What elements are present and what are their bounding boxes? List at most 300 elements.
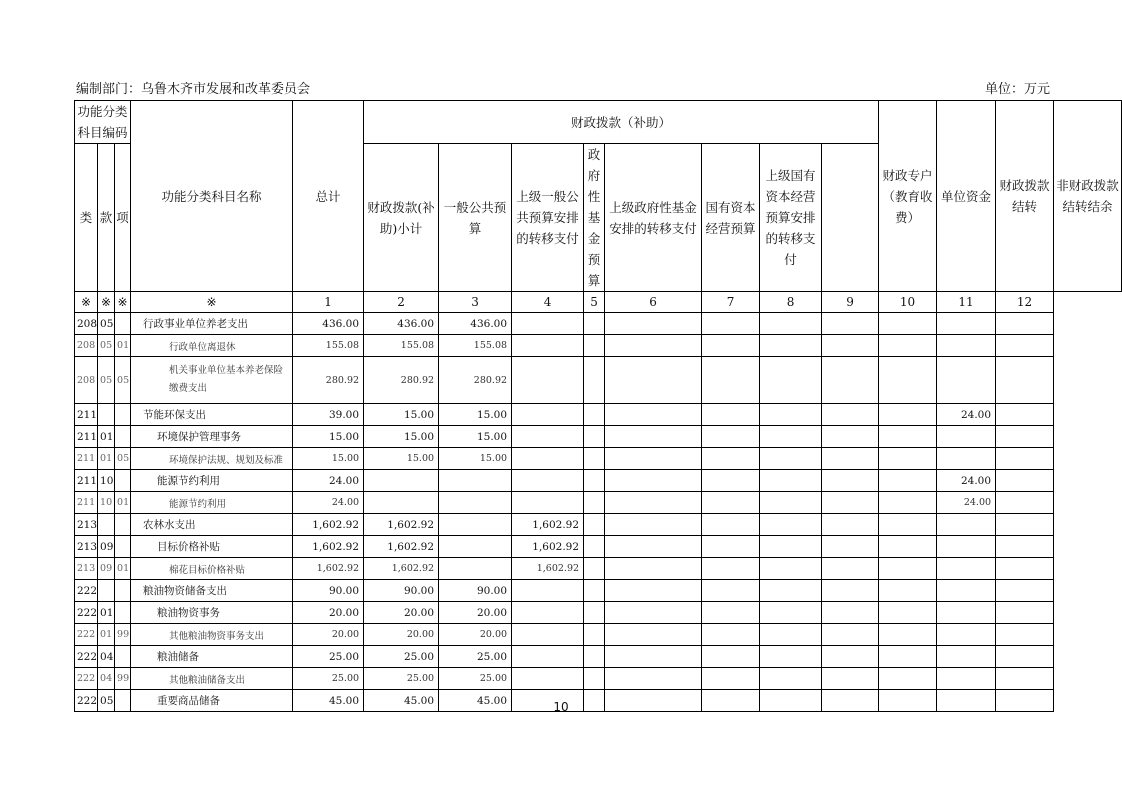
amount-c3-cell: 15.00 <box>439 426 512 448</box>
amount-c8-cell <box>760 514 822 536</box>
code-xiang-cell: 01 <box>115 335 131 357</box>
amount-c3-cell <box>439 536 512 558</box>
code-kuan-cell: 05 <box>98 335 115 357</box>
amount-c3-cell: 155.08 <box>439 335 512 357</box>
unit-label: 单位：万元 <box>984 82 1050 97</box>
amount-c10-cell <box>879 558 937 580</box>
amount-c7-cell <box>702 426 760 448</box>
amount-c5-cell <box>584 558 605 580</box>
code-kuan-cell: 05 <box>98 313 115 335</box>
budget-table <box>74 100 1122 712</box>
table-row <box>75 514 1122 536</box>
subject-name-cell: 重要商品储备 <box>131 690 293 712</box>
table-row <box>75 426 1122 448</box>
code-kuan-cell: 09 <box>98 536 115 558</box>
amount-c1-cell: 25.00 <box>293 668 364 690</box>
amount-c1-cell: 25.00 <box>293 646 364 668</box>
amount-c11-cell: 24.00 <box>937 470 996 492</box>
header-fiscal-group: 财政拨款（补助） <box>364 101 879 144</box>
header-fiscal-carryover: 财政拨款结转 <box>996 101 1054 292</box>
amount-c3-cell: 90.00 <box>439 580 512 602</box>
amount-c3-cell: 15.00 <box>439 448 512 470</box>
code-xiang-cell <box>115 580 131 602</box>
header-upper-state-capital-transfer: 上级国有资本经营预算安排的转移支付 <box>760 144 822 292</box>
amount-c10-cell <box>879 357 937 404</box>
amount-c10-cell <box>879 470 937 492</box>
code-kuan-cell: 01 <box>98 448 115 470</box>
amount-c5-cell <box>584 646 605 668</box>
subject-name-cell: 农林水支出 <box>131 514 293 536</box>
amount-c2-cell: 20.00 <box>364 624 439 646</box>
amount-c4-cell: 1,602.92 <box>512 514 584 536</box>
subject-name-cell: 行政单位离退休 <box>131 335 293 357</box>
amount-c4-cell <box>512 313 584 335</box>
amount-c1-cell: 1,602.92 <box>293 514 364 536</box>
amount-c2-cell: 1,602.92 <box>364 536 439 558</box>
amount-c5-cell <box>584 536 605 558</box>
code-xiang-cell: 05 <box>115 448 131 470</box>
code-xiang-cell <box>115 514 131 536</box>
code-lei-cell: 208 <box>75 335 98 357</box>
amount-c3-cell <box>439 514 512 536</box>
amount-c4-cell <box>512 448 584 470</box>
table-row <box>75 470 1122 492</box>
amount-c12-cell <box>996 514 1054 536</box>
column-number: 8 <box>760 292 822 313</box>
header-xiang: 项 <box>115 144 131 292</box>
amount-c9-cell <box>822 313 879 335</box>
amount-c12-cell <box>996 536 1054 558</box>
amount-c4-cell <box>512 404 584 426</box>
code-kuan-cell: 05 <box>98 357 115 404</box>
amount-c11-cell <box>937 448 996 470</box>
amount-c9-cell <box>822 536 879 558</box>
amount-c11-cell <box>937 646 996 668</box>
amount-c1-cell: 24.00 <box>293 470 364 492</box>
amount-c5-cell <box>584 426 605 448</box>
amount-c11-cell <box>937 668 996 690</box>
code-kuan-cell: 10 <box>98 470 115 492</box>
code-kuan-cell <box>98 514 115 536</box>
amount-c2-cell: 90.00 <box>364 580 439 602</box>
subject-name-cell: 粮油储备 <box>131 646 293 668</box>
amount-c7-cell <box>702 668 760 690</box>
amount-c10-cell <box>879 426 937 448</box>
subject-name-cell: 目标价格补贴 <box>131 536 293 558</box>
code-lei-cell: 211 <box>75 470 98 492</box>
amount-c8-cell <box>760 602 822 624</box>
code-lei-cell: 211 <box>75 404 98 426</box>
amount-c1-cell: 90.00 <box>293 580 364 602</box>
amount-c7-cell <box>702 492 760 514</box>
amount-c11-cell <box>937 357 996 404</box>
code-xiang-cell <box>115 404 131 426</box>
amount-c3-cell: 436.00 <box>439 313 512 335</box>
amount-c11-cell <box>937 335 996 357</box>
subject-name-cell: 节能环保支出 <box>131 404 293 426</box>
code-kuan-cell: 09 <box>98 558 115 580</box>
code-lei-cell: 211 <box>75 492 98 514</box>
amount-c3-cell: 25.00 <box>439 668 512 690</box>
amount-c5-cell <box>584 448 605 470</box>
page-number: 10 <box>553 700 569 714</box>
amount-c9-cell <box>822 668 879 690</box>
code-xiang-cell <box>115 536 131 558</box>
amount-c6-cell <box>605 426 702 448</box>
code-lei-cell: 208 <box>75 357 98 404</box>
code-lei-cell: 222 <box>75 646 98 668</box>
code-xiang-cell: 99 <box>115 624 131 646</box>
amount-c9-cell <box>822 646 879 668</box>
column-number: 6 <box>605 292 702 313</box>
amount-c8-cell <box>760 313 822 335</box>
table-row <box>75 580 1122 602</box>
amount-c1-cell: 1,602.92 <box>293 536 364 558</box>
amount-c4-cell: 1,602.92 <box>512 558 584 580</box>
amount-c6-cell <box>605 536 702 558</box>
column-number-row <box>75 292 1122 313</box>
table-row <box>75 404 1122 426</box>
amount-c8-cell <box>760 335 822 357</box>
amount-c2-cell: 15.00 <box>364 448 439 470</box>
table-row <box>75 335 1122 357</box>
amount-c8-cell <box>760 536 822 558</box>
code-xiang-cell: 01 <box>115 558 131 580</box>
code-kuan-cell: 04 <box>98 668 115 690</box>
column-number: ※ <box>115 292 131 313</box>
amount-c7-cell <box>702 357 760 404</box>
code-lei-cell: 222 <box>75 580 98 602</box>
amount-c6-cell <box>605 580 702 602</box>
amount-c12-cell <box>996 313 1054 335</box>
code-xiang-cell: 05 <box>115 357 131 404</box>
header-fiscal-special: 财政专户（教育收费） <box>879 101 937 292</box>
amount-c6-cell <box>605 558 702 580</box>
amount-c3-cell <box>439 470 512 492</box>
column-number: 7 <box>702 292 760 313</box>
amount-c8-cell <box>760 668 822 690</box>
amount-c4-cell <box>512 624 584 646</box>
amount-c5-cell <box>584 668 605 690</box>
subject-name-cell: 棉花目标价格补贴 <box>131 558 293 580</box>
amount-c1-cell: 280.92 <box>293 357 364 404</box>
amount-c4-cell <box>512 335 584 357</box>
code-lei-cell: 213 <box>75 536 98 558</box>
amount-c11-cell <box>937 624 996 646</box>
amount-c8-cell <box>760 558 822 580</box>
amount-c3-cell <box>439 558 512 580</box>
amount-c2-cell: 280.92 <box>364 357 439 404</box>
amount-c6-cell <box>605 514 702 536</box>
amount-c4-cell <box>512 426 584 448</box>
amount-c6-cell <box>605 448 702 470</box>
header-state-capital: 国有资本经营预算 <box>702 144 760 292</box>
amount-c11-cell <box>937 536 996 558</box>
amount-c10-cell <box>879 313 937 335</box>
column-number: 1 <box>293 292 364 313</box>
amount-c1-cell: 39.00 <box>293 404 364 426</box>
subject-name-cell: 机关事业单位基本养老保险缴费支出 <box>131 357 293 404</box>
table-row <box>75 492 1122 514</box>
header-general-budget: 一般公共预算 <box>439 144 512 292</box>
amount-c2-cell: 1,602.92 <box>364 514 439 536</box>
amount-c7-cell <box>702 646 760 668</box>
amount-c12-cell <box>996 558 1054 580</box>
amount-c2-cell: 15.00 <box>364 426 439 448</box>
amount-c8-cell <box>760 448 822 470</box>
amount-c11-cell <box>937 514 996 536</box>
amount-c6-cell <box>605 624 702 646</box>
amount-c1-cell: 20.00 <box>293 624 364 646</box>
amount-c1-cell: 1,602.92 <box>293 558 364 580</box>
amount-c1-cell: 45.00 <box>293 690 364 712</box>
code-lei-cell: 222 <box>75 602 98 624</box>
column-number: ※ <box>98 292 115 313</box>
amount-c10-cell <box>879 536 937 558</box>
code-kuan-cell: 01 <box>98 426 115 448</box>
amount-c12-cell <box>996 602 1054 624</box>
subject-name-cell: 其他粮油物资事务支出 <box>131 624 293 646</box>
amount-c4-cell <box>512 357 584 404</box>
code-lei-cell: 213 <box>75 558 98 580</box>
amount-c12-cell <box>996 448 1054 470</box>
amount-c9-cell <box>822 448 879 470</box>
amount-c2-cell: 436.00 <box>364 313 439 335</box>
amount-c5-cell <box>584 624 605 646</box>
amount-c4-cell: 1,602.92 <box>512 536 584 558</box>
subject-name-cell: 能源节约利用 <box>131 492 293 514</box>
amount-c12-cell <box>996 357 1054 404</box>
amount-c7-cell <box>702 514 760 536</box>
amount-c11-cell <box>937 558 996 580</box>
header-kuan: 款 <box>98 144 115 292</box>
amount-c8-cell <box>760 426 822 448</box>
amount-c6-cell <box>605 313 702 335</box>
header-upper-gov-fund-transfer: 上级政府性基金安排的转移支付 <box>605 144 702 292</box>
amount-c4-cell <box>512 602 584 624</box>
code-xiang-cell <box>115 646 131 668</box>
table-row <box>75 558 1122 580</box>
amount-c11-cell: 24.00 <box>937 492 996 514</box>
amount-c6-cell <box>605 602 702 624</box>
code-lei-cell: 213 <box>75 514 98 536</box>
amount-c11-cell <box>937 602 996 624</box>
amount-c1-cell: 24.00 <box>293 492 364 514</box>
subject-name-cell: 能源节约利用 <box>131 470 293 492</box>
amount-c8-cell <box>760 492 822 514</box>
amount-c10-cell <box>879 580 937 602</box>
subject-name-cell: 粮油物资事务 <box>131 602 293 624</box>
amount-c9-cell <box>822 602 879 624</box>
header-code-group: 功能分类科目编码 <box>75 101 131 144</box>
amount-c9-cell <box>822 404 879 426</box>
amount-c5-cell <box>584 514 605 536</box>
code-xiang-cell <box>115 470 131 492</box>
code-kuan-cell <box>98 404 115 426</box>
code-xiang-cell: 01 <box>115 492 131 514</box>
amount-c9-cell <box>822 580 879 602</box>
table-row <box>75 448 1122 470</box>
amount-c4-cell <box>512 492 584 514</box>
amount-c1-cell: 436.00 <box>293 313 364 335</box>
amount-c6-cell <box>605 404 702 426</box>
header-class: 类 <box>75 144 98 292</box>
amount-c10-cell <box>879 624 937 646</box>
amount-c9-cell <box>822 426 879 448</box>
table-row <box>75 668 1122 690</box>
header-non-fiscal-carryover: 非财政拨款结转结余 <box>1054 101 1122 292</box>
amount-c8-cell <box>760 404 822 426</box>
amount-c7-cell <box>702 313 760 335</box>
amount-c12-cell <box>996 580 1054 602</box>
amount-c3-cell: 280.92 <box>439 357 512 404</box>
table-row <box>75 313 1122 335</box>
code-xiang-cell <box>115 313 131 335</box>
amount-c2-cell: 20.00 <box>364 602 439 624</box>
amount-c2-cell: 25.00 <box>364 646 439 668</box>
amount-c7-cell <box>702 602 760 624</box>
column-number: ※ <box>75 292 98 313</box>
amount-c8-cell <box>760 646 822 668</box>
code-lei-cell: 222 <box>75 690 98 712</box>
amount-c10-cell <box>879 602 937 624</box>
table-row <box>75 646 1122 668</box>
code-lei-cell: 208 <box>75 313 98 335</box>
table-row <box>75 357 1122 404</box>
amount-c11-cell <box>937 313 996 335</box>
amount-c2-cell: 1,602.92 <box>364 558 439 580</box>
amount-c7-cell <box>702 624 760 646</box>
amount-c6-cell <box>605 470 702 492</box>
amount-c12-cell <box>996 335 1054 357</box>
subject-name-cell: 粮油物资储备支出 <box>131 580 293 602</box>
amount-c10-cell <box>879 448 937 470</box>
amount-c7-cell <box>702 448 760 470</box>
code-xiang-cell <box>115 426 131 448</box>
department-label: 编制部门：乌鲁木齐市发展和改革委员会 <box>76 82 311 97</box>
amount-c1-cell: 15.00 <box>293 426 364 448</box>
table-row <box>75 624 1122 646</box>
subject-name-cell: 行政事业单位养老支出 <box>131 313 293 335</box>
amount-c6-cell <box>605 492 702 514</box>
amount-c2-cell: 15.00 <box>364 404 439 426</box>
amount-c7-cell <box>702 335 760 357</box>
amount-c11-cell <box>937 426 996 448</box>
amount-c5-cell <box>584 335 605 357</box>
amount-c9-cell <box>822 624 879 646</box>
header-unit-funds: 单位资金 <box>937 101 996 292</box>
amount-c8-cell <box>760 580 822 602</box>
subject-name-cell: 环境保护管理事务 <box>131 426 293 448</box>
amount-c2-cell: 25.00 <box>364 668 439 690</box>
amount-c12-cell <box>996 492 1054 514</box>
header-fiscal-subtotal: 财政拨款(补助)小计 <box>364 144 439 292</box>
amount-c12-cell <box>996 404 1054 426</box>
amount-c3-cell: 25.00 <box>439 646 512 668</box>
amount-c5-cell <box>584 602 605 624</box>
amount-c3-cell <box>439 492 512 514</box>
column-number: 12 <box>996 292 1054 313</box>
code-lei-cell: 222 <box>75 668 98 690</box>
amount-c10-cell <box>879 514 937 536</box>
amount-c3-cell: 20.00 <box>439 602 512 624</box>
amount-c7-cell <box>702 558 760 580</box>
amount-c7-cell <box>702 404 760 426</box>
amount-c9-cell <box>822 335 879 357</box>
code-kuan-cell: 01 <box>98 602 115 624</box>
amount-c7-cell <box>702 580 760 602</box>
amount-c9-cell <box>822 514 879 536</box>
amount-c5-cell <box>584 357 605 404</box>
amount-c11-cell <box>937 580 996 602</box>
amount-c4-cell <box>512 580 584 602</box>
amount-c12-cell <box>996 668 1054 690</box>
column-number: 3 <box>439 292 512 313</box>
amount-c8-cell <box>760 624 822 646</box>
subject-name-cell: 其他粮油储备支出 <box>131 668 293 690</box>
column-number: 5 <box>584 292 605 313</box>
code-lei-cell: 211 <box>75 426 98 448</box>
column-number: 2 <box>364 292 439 313</box>
code-kuan-cell: 01 <box>98 624 115 646</box>
header-upper-general-transfer: 上级一般公共预算安排的转移支付 <box>512 144 584 292</box>
amount-c2-cell <box>364 470 439 492</box>
amount-c12-cell <box>996 426 1054 448</box>
table-row <box>75 602 1122 624</box>
amount-c9-cell <box>822 492 879 514</box>
amount-c4-cell <box>512 646 584 668</box>
table-row <box>75 536 1122 558</box>
code-kuan-cell: 04 <box>98 646 115 668</box>
amount-c8-cell <box>760 357 822 404</box>
code-kuan-cell <box>98 580 115 602</box>
amount-c5-cell <box>584 470 605 492</box>
amount-c12-cell <box>996 646 1054 668</box>
amount-c2-cell <box>364 492 439 514</box>
amount-c7-cell <box>702 536 760 558</box>
amount-c5-cell <box>584 313 605 335</box>
header-total: 总计 <box>293 101 364 292</box>
amount-c4-cell <box>512 470 584 492</box>
amount-c10-cell <box>879 646 937 668</box>
amount-c3-cell: 20.00 <box>439 624 512 646</box>
amount-c2-cell: 155.08 <box>364 335 439 357</box>
amount-c9-cell <box>822 357 879 404</box>
amount-c5-cell <box>584 404 605 426</box>
header-gov-fund: 政府性基金预算 <box>584 144 605 292</box>
amount-c12-cell <box>996 624 1054 646</box>
amount-c4-cell <box>512 668 584 690</box>
code-xiang-cell <box>115 602 131 624</box>
amount-c9-cell <box>822 558 879 580</box>
amount-c8-cell <box>760 470 822 492</box>
amount-c7-cell <box>702 470 760 492</box>
header-name: 功能分类科目名称 <box>131 101 293 292</box>
code-kuan-cell: 10 <box>98 492 115 514</box>
amount-c12-cell <box>996 470 1054 492</box>
code-kuan-cell: 05 <box>98 690 115 712</box>
amount-c10-cell <box>879 404 937 426</box>
amount-c5-cell <box>584 580 605 602</box>
column-number: 11 <box>937 292 996 313</box>
amount-c1-cell: 20.00 <box>293 602 364 624</box>
amount-c6-cell <box>605 357 702 404</box>
amount-c10-cell <box>879 668 937 690</box>
column-number: 9 <box>822 292 879 313</box>
amount-c10-cell <box>879 335 937 357</box>
column-number: 4 <box>512 292 584 313</box>
column-number: ※ <box>131 292 293 313</box>
